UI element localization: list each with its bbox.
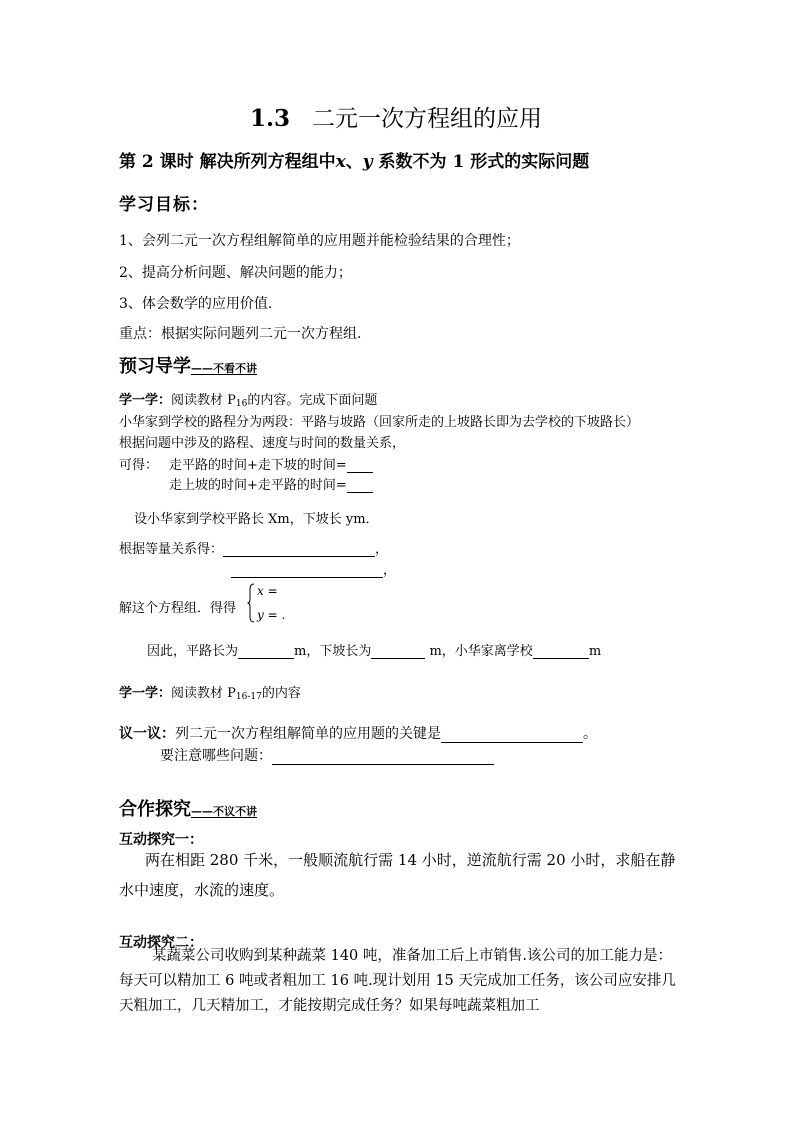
relation-line-2 <box>231 559 396 578</box>
key-point: 重点：根据实际问题列二元一次方程组. <box>119 326 362 342</box>
therefore-text-b: m，下坡长为 <box>294 644 372 659</box>
preview-heading-text: 预习导学 <box>119 356 191 377</box>
objective-item: 3、体会数学的应用价值. <box>119 296 273 312</box>
equation-2 <box>169 474 373 493</box>
variable-x: x <box>335 152 346 172</box>
intro-line1: 小华家到学校的路程分为两段：平路与坡路（回家所走的上坡路长即为去学校的下坡路长） <box>119 415 640 430</box>
relation-label: 根据等量关系得： <box>119 542 224 557</box>
cooperate-heading-text: 合作探究 <box>119 799 191 820</box>
downhill-blank[interactable] <box>371 644 425 659</box>
equation-2-text: 走上坡的时间+走平路的时间= <box>169 478 347 493</box>
learn2-text-a: 阅读教材 P <box>171 686 236 701</box>
relation-blank-1[interactable] <box>223 542 375 557</box>
subtitle-sep: 、 <box>345 152 363 172</box>
flat-road-blank[interactable] <box>238 644 294 659</box>
discuss-line <box>119 723 597 743</box>
q2-text: 某蔬菜公司收购到某种蔬菜 140 吨，准备加工后上市销售.该公司的加工能力是：每天可以精加工 6 吨或者粗加工 16 吨.现计划用 15 天完成加工任务，该公司应安排几天粗加工，几天精加工，才能按期完成任务？如果每吨蔬菜粗加工 <box>119 948 676 1014</box>
discuss-text: 列二元一次方程组解简单的应用题的关键是 <box>175 726 441 742</box>
discuss-end: 。 <box>583 726 597 742</box>
lesson-subtitle <box>119 147 589 172</box>
learn1-line <box>119 389 377 409</box>
solve-line: 解这个方程组．得得 <box>119 601 237 616</box>
equation-1-text: 走平路的时间+走下坡的时间= <box>169 458 347 473</box>
learn2-text-b: 的内容 <box>261 686 301 701</box>
attention-blank[interactable] <box>272 750 494 765</box>
can-get-label: 可得： <box>119 458 159 473</box>
subtitle-part1: 第 2 课时 解决所列方程组中 <box>119 152 336 172</box>
learn2-label: 学一学： <box>119 686 172 701</box>
attention-line <box>160 745 494 765</box>
assumption-line: 设小华家到学校平路长 Xm，下坡长 ym． <box>134 512 379 527</box>
therefore-text-a: 因此，平路长为 <box>147 644 239 659</box>
learn2-page-sub: 16-17 <box>235 692 262 702</box>
q1-text: 两在相距 280 千米，一般顺流航行需 14 小时，逆流航行需 20 小时，求船在静水中速度，水流的速度。 <box>119 851 676 899</box>
intro-line2: 根据问题中涉及的路程、速度与时间的数量关系， <box>119 436 406 451</box>
objective-item: 1、会列二元一次方程组解简单的应用题并能检验结果的合理性； <box>119 233 520 249</box>
subtitle-part2: 系数不为 1 形式的实际问题 <box>372 152 590 172</box>
system-y: y = . <box>257 608 286 622</box>
discuss-blank[interactable] <box>441 728 583 743</box>
preview-tag: ——不看不讲 <box>191 362 257 375</box>
discuss-label: 议一议： <box>119 726 175 742</box>
cooperate-heading <box>119 795 257 821</box>
objectives-heading: 学习目标： <box>119 195 209 215</box>
relation-comma-1: ， <box>375 542 389 557</box>
learn2-line <box>119 682 301 702</box>
title-text: 二元一次方程组的应用 <box>312 106 543 132</box>
learn1-page-sub: 16 <box>235 399 248 409</box>
learn1-text-a: 阅读教材 P <box>171 393 236 408</box>
therefore-text-d: m <box>588 644 602 659</box>
q2-label: 互动探究二： <box>119 935 203 951</box>
equation-1 <box>169 454 373 473</box>
attention-text: 要注意哪些问题： <box>160 748 272 764</box>
system-x: x = <box>257 584 278 598</box>
left-brace-icon <box>247 583 255 623</box>
relation-blank-2[interactable] <box>231 563 383 578</box>
therefore-line <box>147 640 601 659</box>
equation-2-blank[interactable] <box>347 478 373 493</box>
page-title <box>250 100 542 133</box>
relation-comma-2: ， <box>383 563 397 578</box>
section-number: 1.3 <box>250 105 291 132</box>
therefore-text-c: m，小华家离学校 <box>425 644 533 659</box>
cooperate-tag: ——不议不讲 <box>191 805 257 818</box>
objective-item: 2、提高分析问题、解决问题的能力； <box>119 265 352 281</box>
learn1-label: 学一学： <box>119 393 172 408</box>
q1-label: 互动探究一： <box>119 832 203 848</box>
learn1-text-b: 的内容。完成下面问题 <box>247 393 378 408</box>
relation-line <box>119 538 388 557</box>
distance-blank[interactable] <box>533 644 589 659</box>
variable-y: y <box>362 152 373 172</box>
equation-1-blank[interactable] <box>347 458 373 473</box>
preview-heading <box>119 352 257 378</box>
